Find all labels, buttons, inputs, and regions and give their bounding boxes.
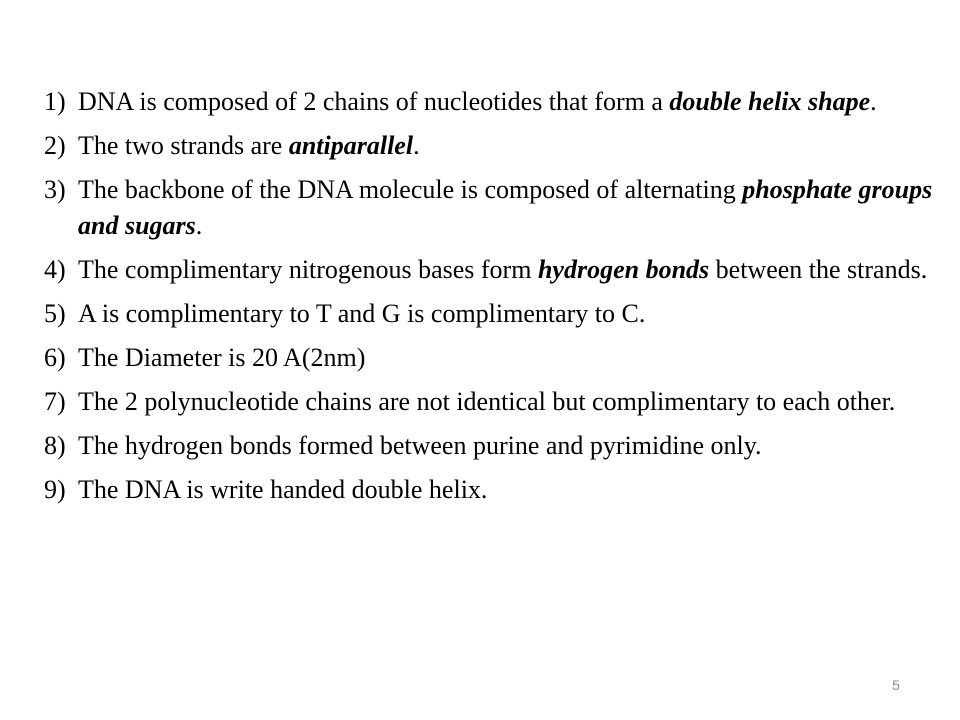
list-item (44, 428, 934, 464)
list-item-number: 7) (44, 387, 66, 416)
text-run: between the strands. (709, 255, 928, 284)
list-item-text (78, 472, 934, 508)
list-item-number: 5) (44, 299, 66, 328)
list-item-number: 8) (44, 431, 66, 460)
list-item-text (78, 384, 934, 420)
text-run: . (870, 87, 877, 116)
emphasized-text: antiparallel (288, 131, 414, 160)
text-run: The 2 polynucleotide chains are not identical but complimentary to each other. (78, 387, 896, 416)
list-item-number: 9) (44, 475, 66, 504)
text-run: DNA is composed of 2 chains of nucleotides that form a (78, 87, 670, 116)
list-item-text (78, 428, 934, 464)
text-run: . (413, 131, 420, 160)
text-run: The DNA is write handed double helix. (78, 475, 488, 504)
list-item-text (78, 296, 934, 332)
list-item-number: 6) (44, 343, 66, 372)
list-item (44, 252, 934, 288)
list-item-number: 2) (44, 131, 66, 160)
text-run: The two strands are (78, 131, 289, 160)
list-item-text (78, 128, 934, 164)
text-run: The backbone of the DNA molecule is composed of alternating (78, 175, 743, 204)
list-item-text (78, 252, 934, 288)
list-item-number: 1) (44, 87, 66, 116)
numbered-list (44, 84, 934, 516)
list-item-number: 3) (44, 175, 66, 204)
emphasized-text: phosphate groups and sugars (78, 175, 933, 240)
list-item-text (78, 172, 934, 244)
list-item (44, 172, 934, 244)
list-item (44, 384, 934, 420)
list-item (44, 128, 934, 164)
list-item-number: 4) (44, 255, 66, 284)
list-item (44, 340, 934, 376)
text-run: The complimentary nitrogenous bases form (78, 255, 538, 284)
text-run: The hydrogen bonds formed between purine and pyrimidine only. (78, 431, 762, 460)
text-run: The Diameter is 20 A(2nm) (78, 343, 366, 372)
list-item (44, 84, 934, 120)
list-item (44, 296, 934, 332)
list-item-text (78, 84, 934, 120)
list-item (44, 472, 934, 508)
list-item-text (78, 340, 934, 376)
emphasized-text: double helix shape (669, 87, 871, 116)
text-run: . (195, 211, 203, 240)
emphasized-text: hydrogen bonds (537, 255, 710, 284)
page-number: 5 (892, 677, 900, 693)
text-run: A is complimentary to T and G is complimentary to C. (78, 299, 646, 328)
